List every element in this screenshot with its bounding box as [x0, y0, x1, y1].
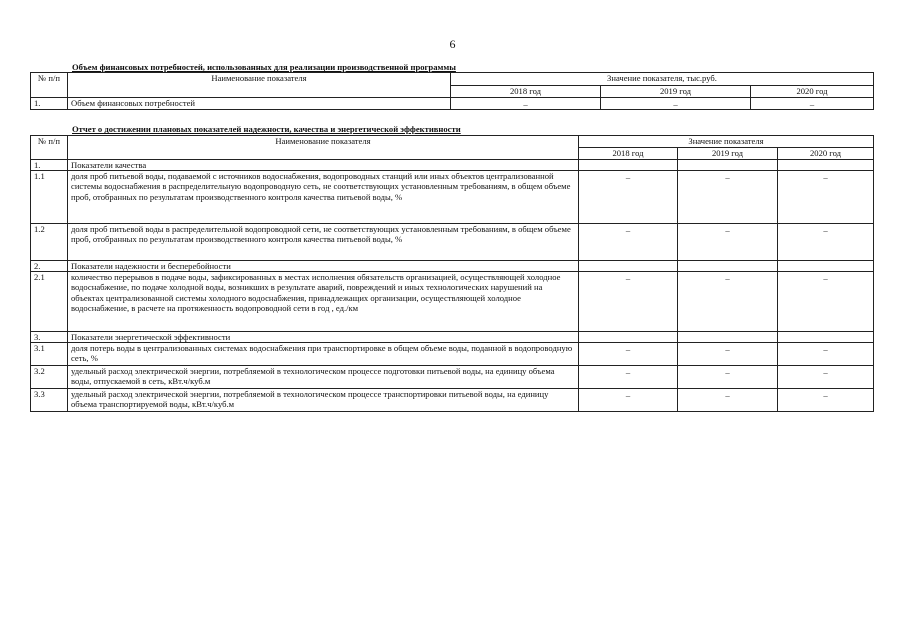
row-value: – [678, 170, 778, 223]
section-row [31, 159, 874, 170]
header-num: № п/п [31, 136, 68, 160]
page-number: 6 [449, 37, 456, 51]
table-row [31, 97, 874, 110]
row-num: 1.2 [31, 223, 68, 260]
row-value: – [678, 223, 778, 260]
row-value: – [579, 365, 678, 388]
row-value: – [601, 97, 751, 110]
section-name: Показатели энергетической эффективности [68, 331, 579, 342]
row-num: 3.2 [31, 365, 68, 388]
row-name: доля проб питьевой воды, подаваемой с источников водоснабжения, водопроводных станций или иных объектов централизованной системы водоснабжения в распределительную водопроводную сеть, не соответствующих установленным требованиям, в общем объеме проб, отобранных по результатам производственного контроля качества питьевой воды, % [68, 170, 579, 223]
table-row [31, 388, 874, 411]
row-num: 2.1 [31, 271, 68, 331]
table-row [31, 271, 874, 331]
table-row [31, 342, 874, 365]
header-year: 2020 год [751, 86, 874, 98]
row-value: – [579, 223, 678, 260]
header-year: 2018 год [451, 86, 601, 98]
row-value: – [678, 342, 778, 365]
row-value: – [778, 388, 874, 411]
row-num: 1. [31, 159, 68, 170]
row-name: удельный расход электрической энергии, потребляемой в технологическом процессе транспортировки питьевой воды, на единицу объема транспортируемой воды, кВт.ч/куб.м [68, 388, 579, 411]
section-name: Показатели надежности и бесперебойности [68, 260, 579, 271]
row-name: доля потерь воды в централизованных системах водоснабжения при транспортировке в общем объеме воды, поданной в водопроводную сеть, % [68, 342, 579, 365]
row-num: 1.1 [31, 170, 68, 223]
row-num: 3. [31, 331, 68, 342]
row-value: – [778, 342, 874, 365]
row-value: – [678, 365, 778, 388]
section-row [31, 331, 874, 342]
row-num: 3.3 [31, 388, 68, 411]
financial-needs-table [30, 72, 874, 110]
section-name: Показатели качества [68, 159, 579, 170]
row-value: – [579, 271, 678, 331]
row-value: – [579, 388, 678, 411]
row-name: доля проб питьевой воды в распределительной водопроводной сети, не соответствующих установленным требованиям, в общем объеме проб, отобранных по результатам производственного контроля качества питьевой воды, % [68, 223, 579, 260]
table1-title: Объем финансовых потребностей, использованных для реализации производственной программы [72, 62, 456, 72]
header-value-group: Значение показателя [579, 136, 874, 148]
row-name: удельный расход электрической энергии, потребляемой в технологическом процессе подготовки питьевой воды, на единицу объема воды, отпускаемой в сеть, кВт.ч/куб.м [68, 365, 579, 388]
row-num: 1. [31, 97, 68, 110]
section-row [31, 260, 874, 271]
table-row [31, 223, 874, 260]
header-year: 2020 год [778, 148, 874, 160]
table-row [31, 365, 874, 388]
header-year: 2018 год [579, 148, 678, 160]
row-name: количество перерывов в подаче воды, зафиксированных в местах исполнения обязательств организацией, осуществляющей холодное водоснабжение, по подаче холодной воды, возникших в результате аварий, повреждений и иных технологических нарушений на объектах централизованной системы холодного водоснабжения, принадлежащих организации, осуществляющей холодное водоснабжение, в расчете на протяженность водопроводной сети в год , ед./км [68, 271, 579, 331]
header-name: Наименование показателя [68, 136, 579, 160]
row-value: – [778, 365, 874, 388]
performance-indicators-table [30, 135, 874, 412]
row-value: – [778, 170, 874, 223]
row-num: 2. [31, 260, 68, 271]
table2-title: Отчет о достижении плановых показателей надежности, качества и энергетической эффективности [72, 124, 461, 134]
row-value: – [751, 97, 874, 110]
header-year: 2019 год [601, 86, 751, 98]
row-value: – [678, 388, 778, 411]
row-value: – [579, 170, 678, 223]
row-name: Объем финансовых потребностей [68, 97, 451, 110]
header-value-group: Значение показателя, тыс.руб. [451, 73, 874, 86]
row-value: – [579, 342, 678, 365]
row-num: 3.1 [31, 342, 68, 365]
header-year: 2019 год [678, 148, 778, 160]
header-num: № п/п [31, 73, 68, 98]
row-value: – [678, 271, 778, 331]
row-value: – [778, 271, 874, 331]
table-row [31, 170, 874, 223]
header-name: Наименование показателя [68, 73, 451, 98]
row-value: – [778, 223, 874, 260]
row-value: – [451, 97, 601, 110]
